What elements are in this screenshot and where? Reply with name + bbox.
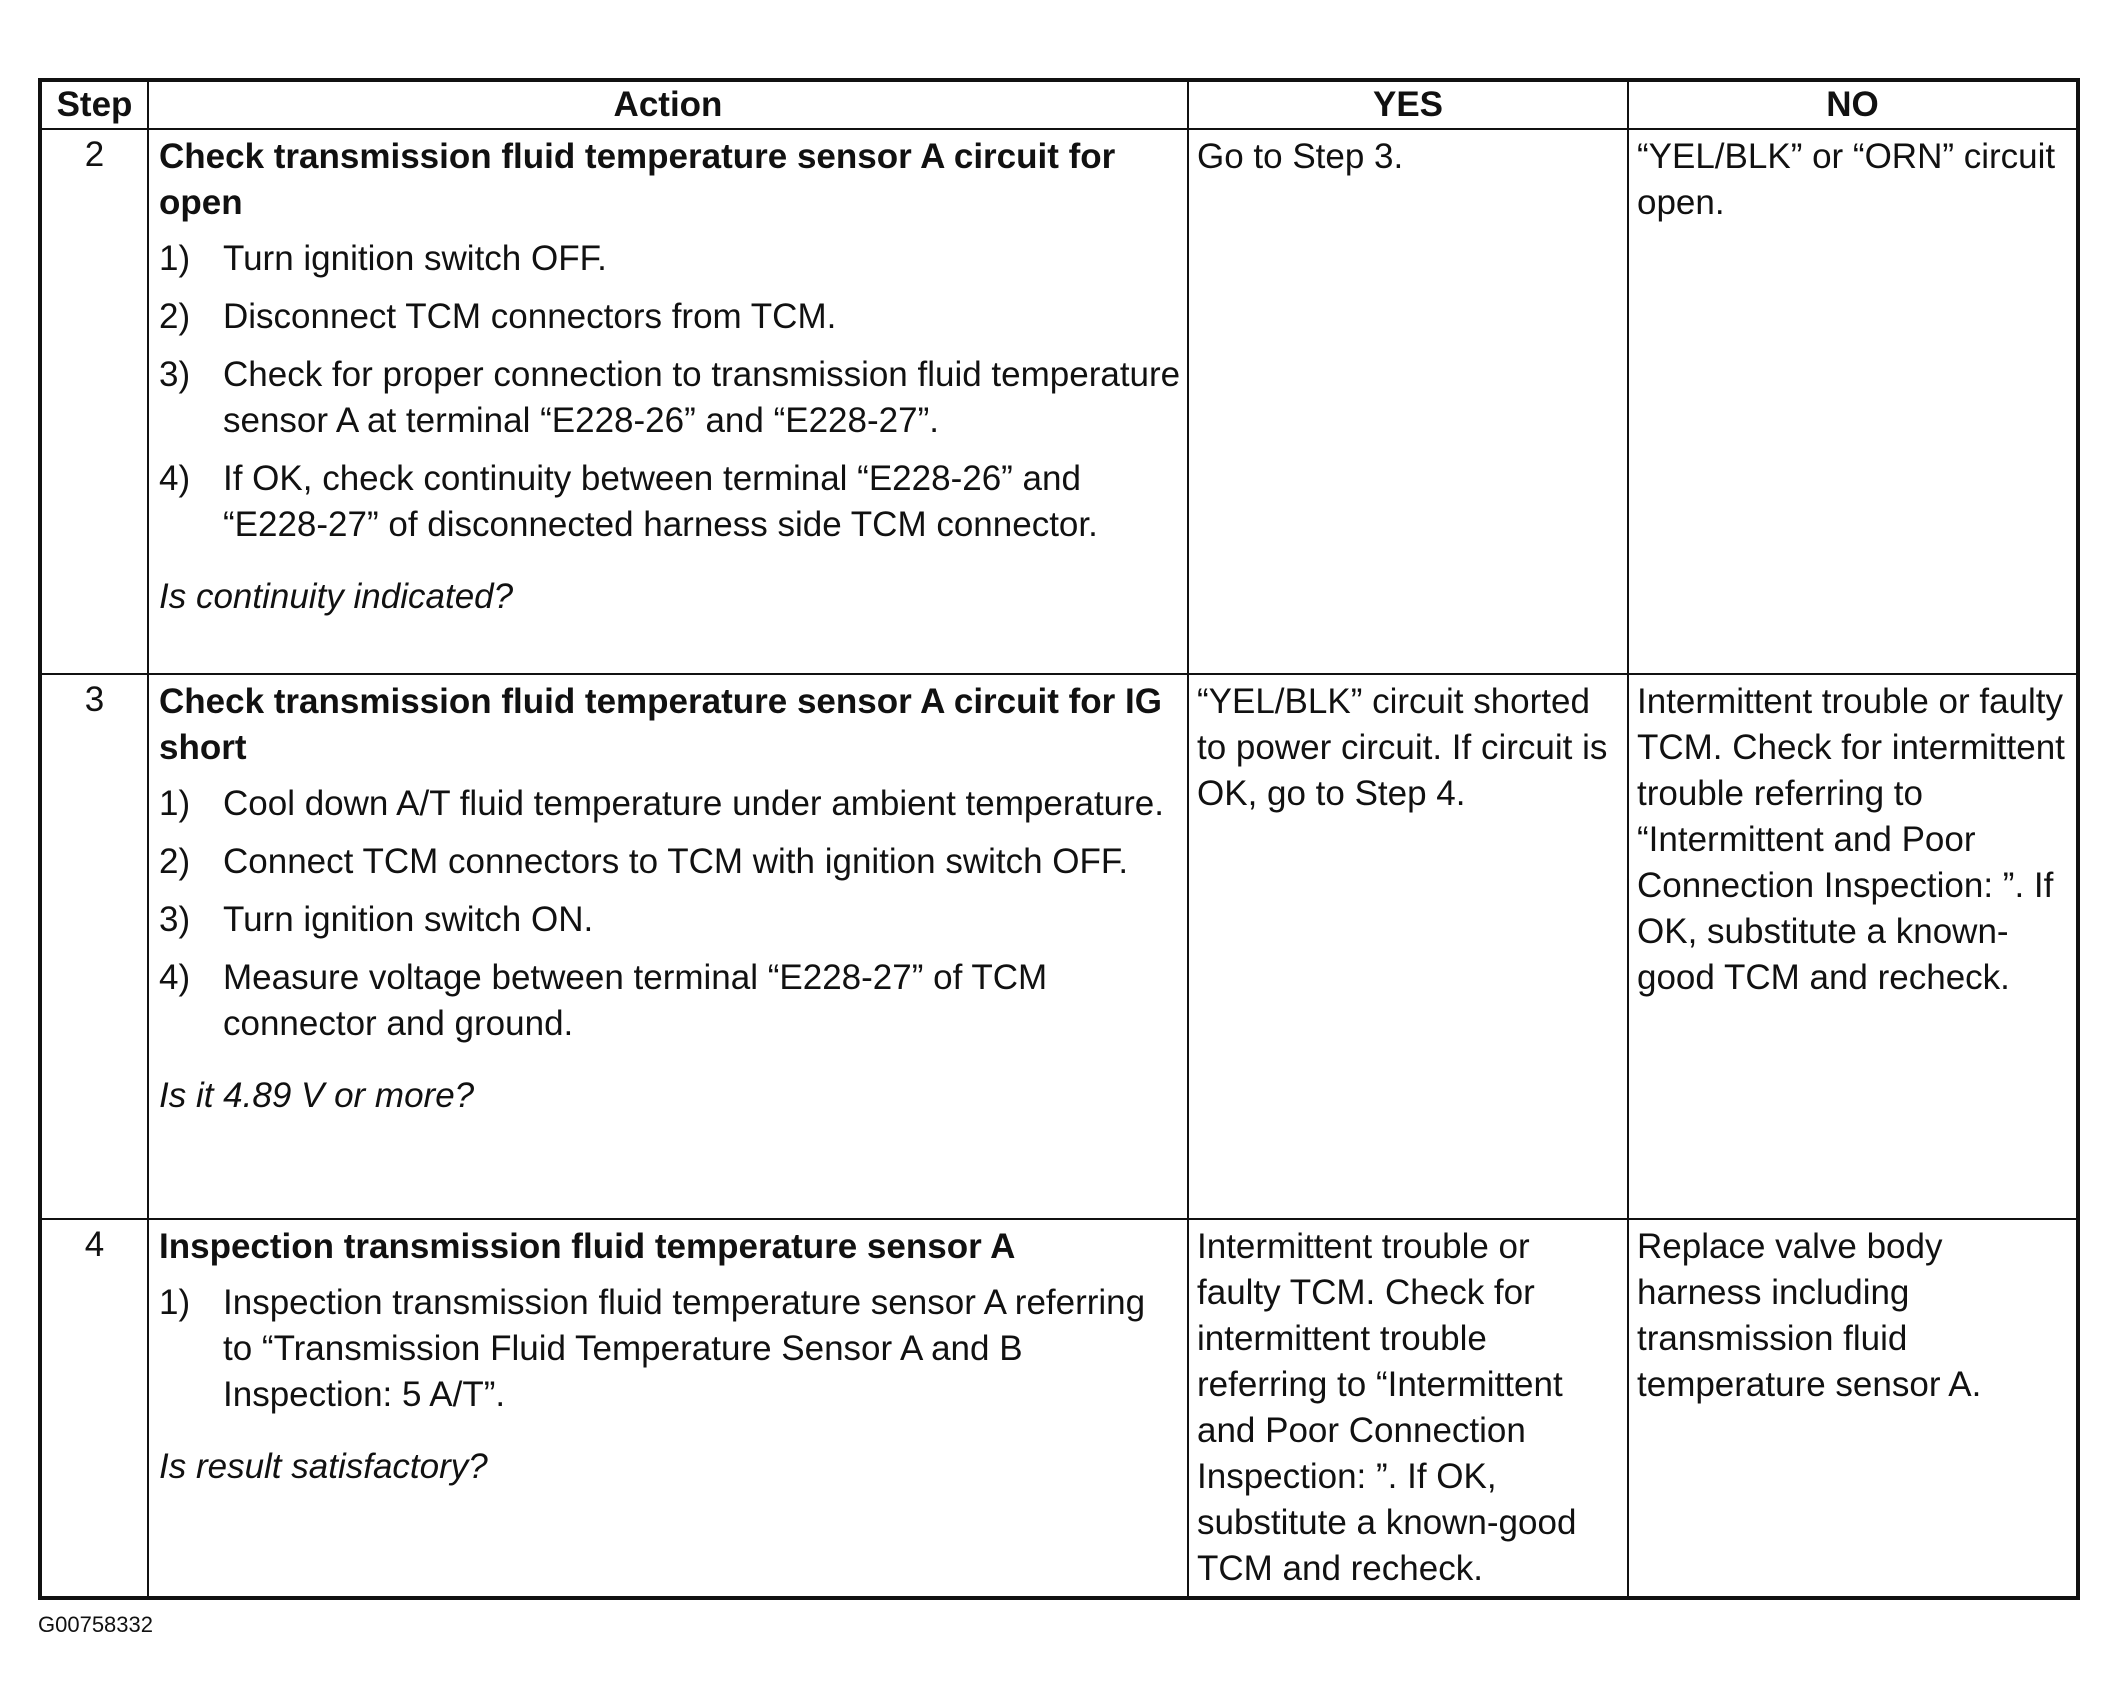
- action-title: Check transmission fluid temperature sensor A circuit for open: [159, 137, 1116, 222]
- action-question: Is result satisfactory?: [159, 1447, 488, 1486]
- no-cell: Intermittent trouble or faulty TCM. Check for intermittent trouble referring to “Intermittent and Poor Connection Inspection: ”. If OK, substitute a known-good TCM and recheck.: [1628, 674, 2078, 1219]
- yes-cell: Go to Step 3.: [1188, 129, 1628, 674]
- diagnostic-table: [38, 78, 2080, 1600]
- substep-text: Turn ignition switch ON.: [223, 900, 594, 939]
- action-title: Check transmission fluid temperature sensor A circuit for IG short: [159, 682, 1162, 767]
- table-row: [40, 1219, 2078, 1598]
- no-cell: “YEL/BLK” or “ORN” circuit open.: [1628, 129, 2078, 674]
- substep-list: [159, 1280, 1181, 1418]
- yes-cell: “YEL/BLK” circuit shorted to power circuit. If circuit is OK, go to Step 4.: [1188, 674, 1628, 1219]
- yes-cell: Intermittent trouble or faulty TCM. Check for intermittent trouble referring to “Intermittent and Poor Connection Inspection: ”. If OK, substitute a known-good TCM and recheck.: [1188, 1219, 1628, 1598]
- substep-text: If OK, check continuity between terminal “E228-26” and “E228-27” of disconnected harness side TCM connector.: [223, 459, 1098, 544]
- substep-text: Connect TCM connectors to TCM with ignition switch OFF.: [223, 842, 1129, 881]
- substep-number: 3): [159, 900, 191, 939]
- header-action: Action: [148, 80, 1188, 129]
- substep-number: 2): [159, 842, 191, 881]
- substep: [159, 781, 1181, 827]
- substep-text: Check for proper connection to transmission fluid temperature sensor A at terminal “E228-26” and “E228-27”.: [223, 355, 1181, 440]
- substep-number: 4): [159, 459, 191, 498]
- step-number: 3: [40, 674, 148, 1219]
- substep: [159, 1280, 1181, 1418]
- substep-text: Inspection transmission fluid temperature sensor A referring to “Transmission Fluid Temperature Sensor A and B Inspection: 5 A/T”.: [223, 1283, 1146, 1414]
- substep: [159, 456, 1181, 548]
- substep-text: Measure voltage between terminal “E228-27” of TCM connector and ground.: [223, 958, 1048, 1043]
- action-title: Inspection transmission fluid temperature sensor A: [159, 1227, 1016, 1266]
- substep-number: 2): [159, 297, 191, 336]
- action-cell: [148, 129, 1188, 674]
- no-cell: Replace valve body harness including transmission fluid temperature sensor A.: [1628, 1219, 2078, 1598]
- action-question: Is it 4.89 V or more?: [159, 1076, 475, 1115]
- substep-text: Disconnect TCM connectors from TCM.: [223, 297, 837, 336]
- substep-text: Cool down A/T fluid temperature under ambient temperature.: [223, 784, 1164, 823]
- substep: [159, 352, 1181, 444]
- substep: [159, 839, 1181, 885]
- substep-number: 1): [159, 1283, 191, 1322]
- step-number: 2: [40, 129, 148, 674]
- header-no: NO: [1628, 80, 2078, 129]
- substep-number: 3): [159, 355, 191, 394]
- substep: [159, 294, 1181, 340]
- substep: [159, 236, 1181, 282]
- step-number: 4: [40, 1219, 148, 1598]
- substep-list: [159, 236, 1181, 548]
- substep-number: 1): [159, 239, 191, 278]
- table-row: [40, 129, 2078, 674]
- action-cell: [148, 1219, 1188, 1598]
- table-row: [40, 674, 2078, 1219]
- substep: [159, 955, 1181, 1047]
- substep-text: Turn ignition switch OFF.: [223, 239, 607, 278]
- substep: [159, 897, 1181, 943]
- header-step: Step: [40, 80, 148, 129]
- substep-number: 1): [159, 784, 191, 823]
- action-question: Is continuity indicated?: [159, 577, 514, 616]
- header-yes: YES: [1188, 80, 1628, 129]
- figure-id: G00758332: [38, 1612, 153, 1637]
- substep-number: 4): [159, 958, 191, 997]
- action-cell: [148, 674, 1188, 1219]
- header-row: [40, 80, 2078, 129]
- substep-list: [159, 781, 1181, 1047]
